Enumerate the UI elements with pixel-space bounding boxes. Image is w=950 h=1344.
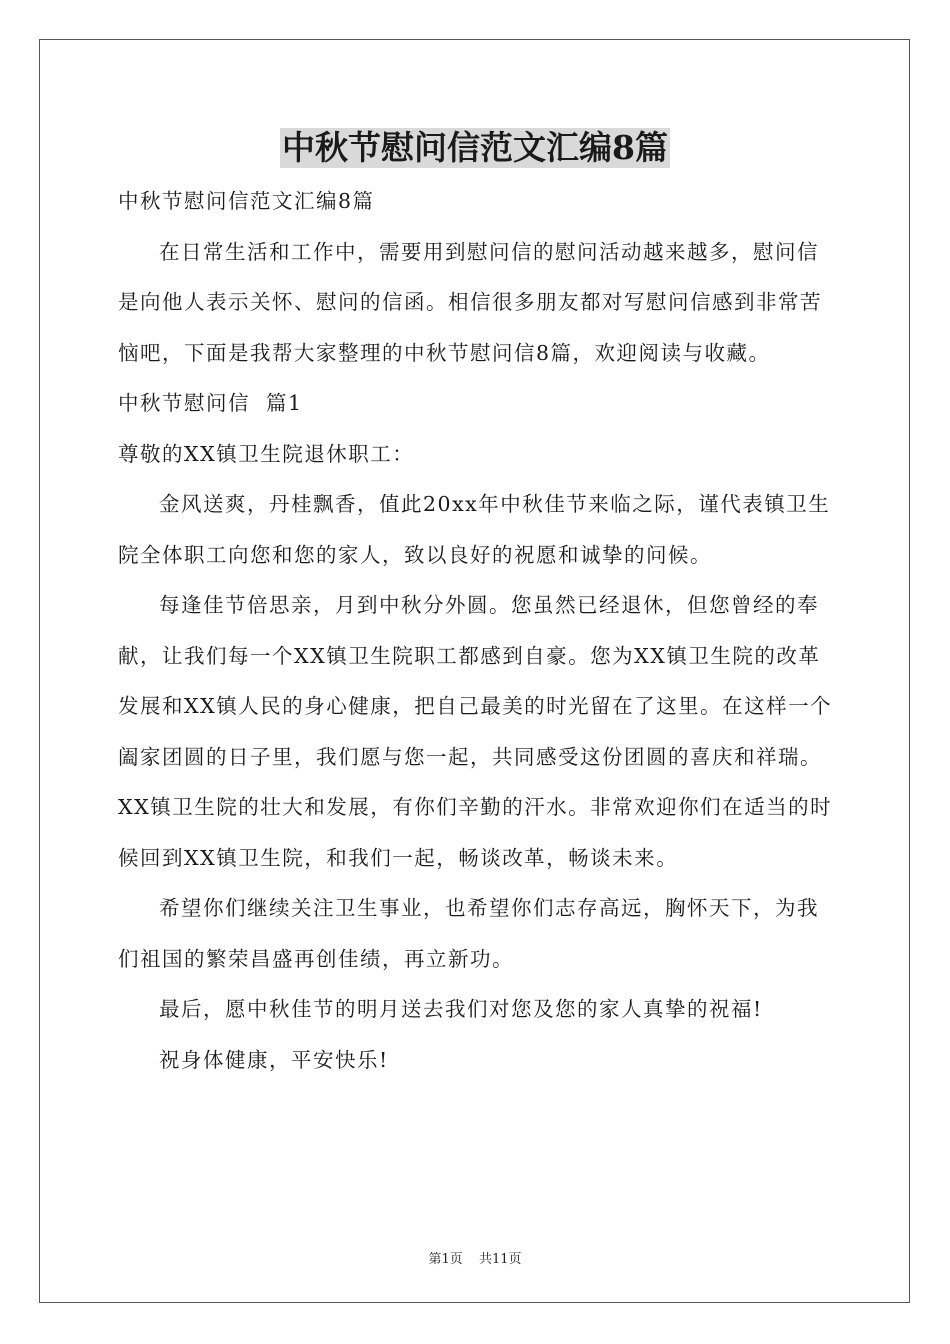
intro-paragraph: 在日常生活和工作中，需要用到慰问信的慰问活动越来越多，慰问信是向他人表示关怀、慰问的信函。相信很多朋友都对写慰问信感到非常苦恼吧，下面是我帮大家整理的中秋节慰问信8篇，欢迎阅读与收藏。 [118, 239, 822, 365]
section-heading: 中秋节慰问信 篇1 [118, 391, 303, 415]
title-container [0, 128, 950, 168]
document-title: 中秋节慰问信范文汇编8篇 [282, 128, 668, 167]
page-number: 第1页 [428, 1252, 463, 1267]
body-paragraph: 每逢佳节倍思亲，月到中秋分外圆。您虽然已经退休，但您曾经的奉献，让我们每一个XX镇卫生院职工都感到自豪。您为XX镇卫生院的改革发展和XX镇人民的身心健康，把自己最美的时光留在了这里。在这样一个阖家团圆的日子里，我们愿与您一起，共同感受这份团圆的喜庆和祥瑞。XX镇卫生院的壮大和发展，有你们辛勤的汗水。非常欢迎你们在适当的时候回到XX镇卫生院，和我们一起，畅谈改革，畅谈未来。 [118, 593, 833, 870]
closing-blessing: 祝身体健康，平安快乐! [159, 1047, 389, 1072]
closing-wish: 最后，愿中秋佳节的明月送去我们对您及您的家人真挚的祝福! [159, 997, 763, 1021]
body-paragraph: 希望你们继续关注卫生事业，也希望你们志存高远，胸怀天下，为我们祖国的繁荣昌盛再创佳绩，再立新功。 [118, 896, 819, 971]
document-body [118, 176, 838, 1085]
salutation-line: 尊敬的XX镇卫生院退休职工： [118, 441, 415, 466]
subtitle-line: 中秋节慰问信范文汇编8篇 [118, 189, 375, 213]
body-paragraph: 金风送爽，丹桂飘香，值此20xx年中秋佳节来临之际，谨代表镇卫生院全体职工向您和您的家人，致以良好的祝愿和诚挚的问候。 [118, 492, 831, 567]
page-total: 共11页 [478, 1252, 522, 1267]
page-footer [0, 1248, 950, 1267]
